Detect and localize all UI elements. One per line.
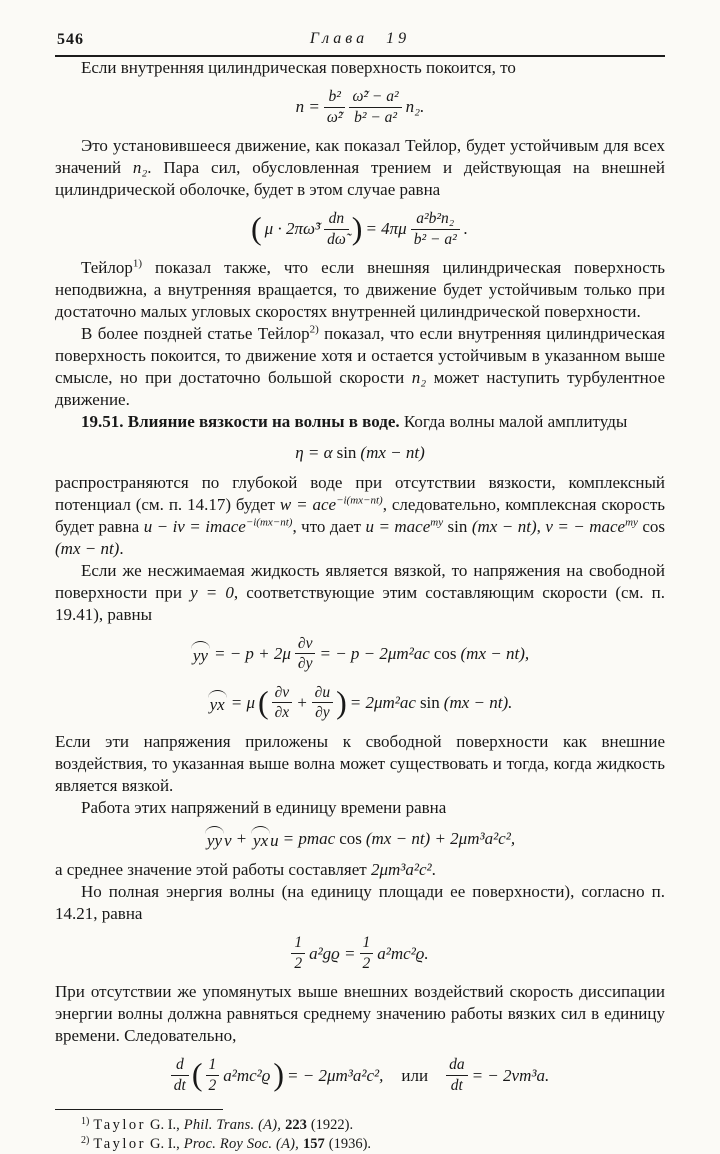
year: (1922). — [310, 1117, 354, 1134]
math-run: = pmac — [282, 829, 336, 849]
footnote-marker: 1) — [81, 1115, 90, 1127]
footnote-1 — [55, 1116, 665, 1135]
text-run: Если же несжимаемая жидкость является вязкой, то напряжения на свободной поверхности при — [55, 560, 665, 602]
fraction — [312, 684, 333, 722]
text-run: , соответствующие этим составляющим скорости (см. п. 19.41), равны — [55, 582, 666, 624]
denominator: ∂y — [297, 655, 313, 673]
text-run: распространяются по глубокой воде при отсутствии вязкости, комплексный потенциал (см. п. 14.17) будет — [55, 472, 665, 514]
formula-stress-yx — [55, 682, 665, 724]
math-run: (mx − nt) — [360, 443, 425, 463]
term-yy-v — [205, 831, 232, 850]
fraction — [206, 1056, 220, 1094]
math-run: a²gϱ = — [309, 943, 356, 963]
text-run: Если эти напряжения приложены к свободной поверхности как внешние воздействия, то указанная выше волна может существовать и тогда, когда жидкость является вязкой. — [55, 731, 665, 795]
numerator: 1 — [291, 934, 305, 954]
formula-n-ratio — [55, 86, 665, 128]
denominator: b² − a² — [354, 108, 398, 126]
fraction — [411, 210, 460, 248]
page-number: 546 — [57, 31, 84, 48]
footnote-2 — [55, 1135, 665, 1154]
stress-component-yx: yx — [251, 828, 270, 851]
denominator: dt — [173, 1076, 186, 1094]
denominator: b² − a² — [413, 230, 457, 248]
footnote-rule — [55, 1109, 223, 1110]
math-run: n₂. — [405, 97, 425, 117]
exponent: my — [430, 516, 444, 529]
volume-number: 223 — [285, 1117, 307, 1134]
math-run: = − p + 2μ — [213, 644, 291, 664]
numerator: b² — [324, 88, 346, 108]
paragraph-applied-stresses — [55, 731, 665, 797]
paragraph-steady-motion — [55, 135, 665, 201]
paragraph-intro — [55, 57, 665, 79]
numerator: 1 — [206, 1056, 220, 1076]
numerator: dn — [324, 210, 349, 230]
function-name: cos — [339, 829, 362, 849]
inline-math: y = 0 — [190, 582, 234, 602]
denominator: 2 — [208, 1076, 217, 1094]
inline-math: v = − mace — [545, 516, 626, 536]
fraction — [446, 1056, 468, 1094]
paragraph-taylor-1 — [55, 257, 665, 323]
math-run: + — [235, 829, 248, 849]
numerator: da — [446, 1056, 468, 1076]
author-name: Taylor — [93, 1136, 146, 1153]
text-run: Это установившееся движение, как показал Тейлор, будет устойчивым для всех значений — [55, 136, 665, 177]
stress-component-yy: yy — [205, 828, 224, 851]
function-name: sin — [336, 443, 357, 463]
inline-math: u − iv = imace — [143, 516, 246, 536]
text-run: , следовательно, комплексная скорость будет равна — [55, 494, 665, 536]
text-run: Но полная энергия волны (на единицу площади ее поверхности), согласно п. 14.21, равна — [55, 882, 665, 924]
formula-friction-couple — [55, 208, 665, 250]
fraction — [291, 934, 305, 972]
paragraph-viscous-fluid — [55, 560, 665, 626]
left-paren: ( — [257, 683, 269, 720]
paragraph-mean-work — [55, 859, 665, 881]
exponent: −i(mx−nt) — [336, 494, 383, 507]
fraction — [324, 88, 346, 126]
math-run: = − 2μm³a²c², — [287, 1065, 384, 1085]
inline-math: 2μm³a²c² — [370, 860, 432, 880]
numerator: ∂u — [312, 684, 333, 704]
section-heading-19-51 — [55, 411, 665, 433]
author-initials: G. I., — [149, 1117, 180, 1134]
footnotes — [55, 1116, 665, 1154]
section-title: 19.51. Влияние вязкости на волны в воде. — [81, 412, 400, 431]
paragraph-total-energy — [55, 881, 665, 925]
footnote-marker: 2) — [81, 1134, 90, 1146]
volume-number: 157 — [303, 1136, 325, 1153]
inline-math: u = mace — [365, 516, 431, 536]
math-run: = − p − 2μm²ac — [319, 644, 430, 664]
formula-energy — [55, 932, 665, 974]
math-run: a²mc²ϱ. — [377, 943, 429, 963]
right-paren: ) — [336, 683, 347, 720]
fraction — [295, 635, 316, 673]
formula-stress-yy — [55, 633, 665, 675]
formula-eta — [55, 440, 665, 465]
denominator: 2 — [294, 954, 303, 972]
inline-math: (mx − nt) — [55, 538, 120, 558]
text-run: Когда волны малой амплитуды — [399, 412, 628, 431]
journal-title: Phil. Trans. (A), — [183, 1117, 282, 1134]
math-run: + — [296, 693, 308, 713]
math-run: a²mc²ϱ — [223, 1065, 271, 1085]
numerator: d — [171, 1056, 189, 1076]
text-run: . Пара сил, обусловленная трением и действующая на внешней цилиндрической оболочке, будет в этом случае равна — [55, 158, 665, 199]
denominator: dω̃ — [327, 230, 346, 248]
numerator: 1 — [360, 934, 374, 954]
function-name: sin — [419, 693, 440, 713]
denominator: ∂x — [274, 704, 290, 722]
numerator: ∂v — [295, 635, 316, 655]
text-run: а среднее значение этой работы составляет — [55, 860, 371, 880]
math-run: μ · 2πω̃³ — [264, 219, 321, 239]
paragraph-deep-water — [55, 472, 665, 560]
right-paren: ) — [273, 1056, 285, 1093]
text-run: При отсутствии же упомянутых выше внешних воздействий скорость диссипации энергии волны должна равняться среднему значению работы вязких сил в единицу времени. Следовательно, — [55, 982, 665, 1046]
denominator: dt — [450, 1076, 463, 1094]
exponent: my — [625, 516, 638, 529]
denominator: ω̃² — [326, 108, 343, 126]
math-run: = − 2νm³a. — [471, 1065, 550, 1085]
math-run: . — [463, 219, 468, 239]
denominator: 2 — [362, 954, 371, 972]
function-name: cos — [637, 516, 666, 536]
inline-math: n₂ — [132, 158, 148, 177]
inline-math: w = ace — [279, 494, 337, 514]
text-run: Тейлор — [81, 258, 133, 277]
text-run: показал также, что если внешняя цилиндрическая поверхность неподвижна, а внутренняя вращается, то движение будет устойчивым только при достаточно малых угловых скоростях внутренней цилиндрической поверхности. — [55, 258, 665, 321]
text-run: , — [536, 516, 546, 536]
left-paren: ( — [251, 210, 262, 246]
text-run: . — [119, 538, 124, 558]
stress-component-yx: yx — [208, 692, 227, 715]
fraction — [171, 1056, 189, 1094]
running-head: Глава 19 — [309, 30, 411, 47]
text-run: или — [401, 1065, 429, 1085]
text-run: Если внутренняя цилиндрическая поверхность покоится, то — [81, 58, 516, 77]
fraction — [324, 210, 349, 248]
numerator: ω̃² − a² — [349, 88, 401, 108]
author-initials: G. I., — [149, 1136, 180, 1153]
math-run: (mx − nt). — [443, 693, 513, 713]
inline-math: (mx − nt) — [471, 516, 537, 536]
function-name: cos — [433, 644, 457, 664]
math-run: u — [270, 830, 279, 850]
inline-math: n₂ — [411, 368, 427, 387]
footnote-marker-1: 1) — [132, 257, 143, 270]
fraction — [360, 934, 374, 972]
formula-dissipation — [55, 1054, 665, 1096]
paragraph-dissipation — [55, 981, 665, 1047]
text-run: . — [431, 860, 436, 880]
text-run: В более поздней статье Тейлор — [81, 324, 310, 343]
math-run: v — [224, 830, 232, 850]
journal-title: Proc. Roy Soc. (A), — [183, 1136, 299, 1153]
numerator: ∂v — [272, 684, 293, 704]
math-run: = 2μm²ac — [349, 693, 416, 713]
paragraph-taylor-2 — [55, 323, 665, 411]
fraction — [272, 684, 293, 722]
fraction — [349, 88, 401, 126]
left-paren: ( — [191, 1056, 203, 1093]
text-run: Работа этих напряжений в единицу времени равна — [81, 797, 447, 817]
term-yx-u — [251, 831, 279, 850]
footnote-marker-2: 2) — [309, 323, 319, 336]
math-run: = 4πμ — [365, 219, 407, 239]
text-run: , что дает — [292, 516, 366, 536]
exponent: −i(mx−nt) — [245, 516, 293, 529]
year: (1936). — [328, 1136, 372, 1153]
author-name: Taylor — [93, 1117, 146, 1134]
text-run: показал, что если внутренняя цилиндрическая поверхность покоится, то движение хотя и остается устойчивым в указанном выше смысле, но при достаточно большой скорости — [55, 324, 665, 387]
denominator: ∂y — [315, 704, 330, 722]
stress-component-yy: yy — [191, 643, 210, 666]
function-name: sin — [443, 516, 472, 536]
numerator: a²b²n₂ — [411, 210, 460, 230]
formula-work-rate — [55, 826, 665, 853]
math-run: n = — [295, 97, 320, 117]
text-run: может наступить турбулентное движение. — [55, 368, 666, 409]
math-run: = μ — [230, 693, 255, 713]
right-paren: ) — [351, 210, 363, 246]
paragraph-work-rate — [55, 797, 665, 819]
page-header — [55, 30, 665, 52]
math-run: (mx − nt), — [460, 644, 530, 664]
math-run: η = α — [295, 443, 333, 463]
math-run: (mx − nt) + 2μm³a²c², — [365, 829, 516, 849]
